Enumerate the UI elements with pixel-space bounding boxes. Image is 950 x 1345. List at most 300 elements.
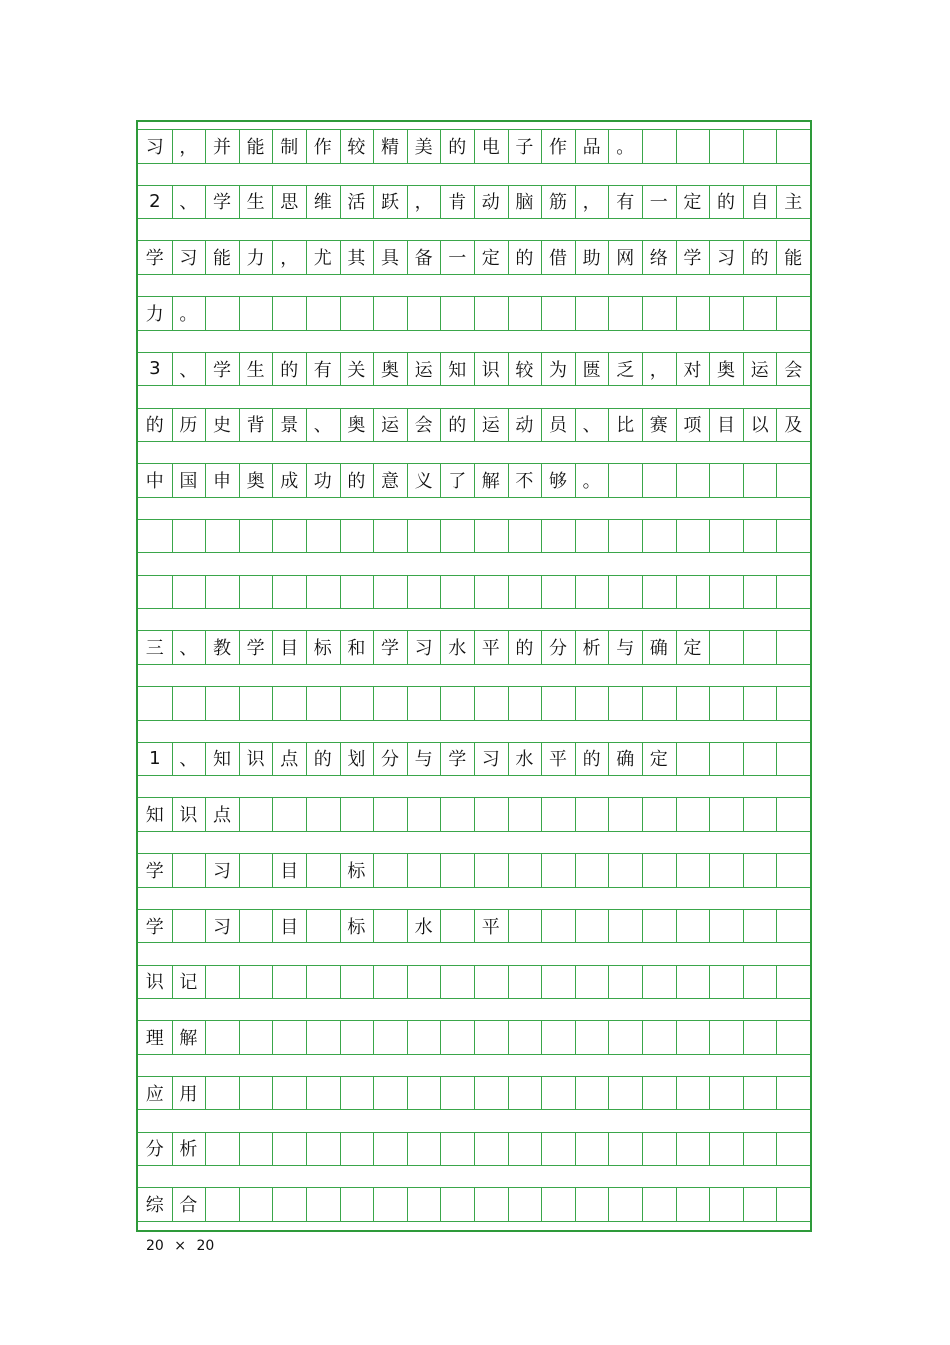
grid-cell	[407, 296, 441, 330]
grid-cell	[407, 575, 441, 609]
grid-cell: 、	[179, 749, 198, 771]
grid-cell: 标	[347, 860, 366, 882]
manuscript-grid-sheet	[136, 120, 812, 1232]
grid-cell: 分	[145, 1139, 164, 1161]
grid-cell: 的	[750, 248, 769, 270]
grid-cell: 3	[149, 358, 161, 380]
grid-cell	[709, 853, 743, 887]
grid-cell: 作	[548, 136, 567, 158]
grid-cell	[440, 853, 474, 887]
grid-cell: 功	[313, 470, 332, 492]
grid-cell: 作	[313, 136, 332, 158]
grid-cell	[440, 797, 474, 831]
grid-cell	[508, 575, 542, 609]
grid-cell	[373, 519, 407, 553]
grid-cell	[239, 686, 273, 720]
grid-cell	[138, 686, 172, 720]
grid-cell	[709, 463, 743, 497]
grid-cell: 动	[515, 415, 534, 437]
grid-cell: 运	[750, 359, 769, 381]
grid-cell	[541, 296, 575, 330]
grid-cell	[743, 797, 777, 831]
grid-line	[138, 998, 810, 999]
grid-cell	[709, 129, 743, 163]
grid-cell	[776, 630, 810, 664]
grid-cell	[743, 296, 777, 330]
grid-cell: 划	[347, 749, 366, 771]
grid-cell: 对	[683, 359, 702, 381]
grid-cell: 和	[347, 638, 366, 660]
grid-cell	[373, 296, 407, 330]
grid-cell: 学	[212, 192, 231, 214]
grid-cell	[676, 853, 710, 887]
grid-cell: 、	[179, 359, 198, 381]
grid-cell	[575, 909, 609, 943]
grid-cell: 较	[347, 136, 366, 158]
grid-cell: 理	[145, 1027, 164, 1049]
grid-cell: 学	[212, 359, 231, 381]
grid-cell: 三	[145, 638, 164, 660]
grid-cell: 关	[347, 359, 366, 381]
grid-cell: 点	[212, 805, 231, 827]
grid-cell	[138, 575, 172, 609]
grid-cell	[541, 1187, 575, 1221]
grid-cell: 其	[347, 248, 366, 270]
grid-cell: 生	[246, 359, 265, 381]
grid-cell	[743, 965, 777, 999]
grid-cell	[776, 1020, 810, 1054]
grid-cell: 电	[481, 136, 500, 158]
grid-cell	[272, 1132, 306, 1166]
grid-cell	[608, 909, 642, 943]
grid-cell	[743, 630, 777, 664]
grid-cell	[239, 965, 273, 999]
grid-cell: 品	[582, 136, 601, 158]
grid-cell	[709, 909, 743, 943]
grid-cell	[776, 797, 810, 831]
grid-cell	[743, 853, 777, 887]
grid-cell	[642, 1132, 676, 1166]
grid-cell: 制	[280, 136, 299, 158]
grid-cell	[776, 296, 810, 330]
grid-cell	[272, 965, 306, 999]
grid-cell	[642, 296, 676, 330]
grid-cell	[776, 686, 810, 720]
grid-cell	[508, 686, 542, 720]
grid-cell: 申	[212, 470, 231, 492]
grid-line	[138, 441, 810, 442]
grid-cell	[642, 129, 676, 163]
grid-cell	[474, 519, 508, 553]
grid-cell: 活	[347, 192, 366, 214]
grid-cell: 。	[179, 303, 198, 325]
grid-cell	[407, 1020, 441, 1054]
grid-cell	[642, 797, 676, 831]
grid-cell: 定	[683, 192, 702, 214]
grid-line	[138, 163, 810, 164]
grid-line	[138, 218, 810, 219]
grid-cell	[508, 1076, 542, 1110]
grid-cell	[474, 853, 508, 887]
grid-cell	[608, 686, 642, 720]
grid-cell	[776, 575, 810, 609]
grid-cell: 及	[784, 415, 803, 437]
grid-cell: 学	[448, 749, 467, 771]
grid-cell: 乏	[616, 359, 635, 381]
grid-cell: 识	[246, 749, 265, 771]
grid-cell	[776, 1076, 810, 1110]
grid-cell: 学	[145, 916, 164, 938]
grid-cell	[205, 1020, 239, 1054]
grid-cell: 知	[212, 749, 231, 771]
grid-cell	[407, 519, 441, 553]
grid-cell: 义	[414, 470, 433, 492]
grid-cell	[608, 853, 642, 887]
grid-line	[138, 552, 810, 553]
grid-cell: 国	[179, 470, 198, 492]
grid-cell	[474, 1076, 508, 1110]
grid-cell	[709, 1132, 743, 1166]
grid-cell	[676, 575, 710, 609]
grid-cell: 脑	[515, 192, 534, 214]
grid-cell	[676, 129, 710, 163]
grid-cell	[239, 1132, 273, 1166]
grid-cell	[373, 965, 407, 999]
grid-cell: 1	[149, 747, 161, 769]
grid-line	[138, 497, 810, 498]
grid-cell	[676, 909, 710, 943]
grid-cell	[709, 630, 743, 664]
grid-cell: 的	[515, 638, 534, 660]
grid-cell: 筋	[548, 192, 567, 214]
grid-cell	[440, 686, 474, 720]
grid-cell	[743, 1187, 777, 1221]
grid-cell	[306, 797, 340, 831]
grid-cell: 络	[649, 248, 668, 270]
grid-cell: 运	[481, 415, 500, 437]
grid-cell	[239, 575, 273, 609]
grid-cell	[474, 965, 508, 999]
grid-cell	[508, 1020, 542, 1054]
grid-cell	[239, 797, 273, 831]
grid-cell	[575, 1132, 609, 1166]
grid-cell	[373, 797, 407, 831]
grid-cell	[541, 853, 575, 887]
grid-cell: 综	[145, 1195, 164, 1217]
grid-cell	[205, 519, 239, 553]
grid-cell: 力	[145, 303, 164, 325]
grid-cell	[541, 1132, 575, 1166]
grid-cell	[709, 965, 743, 999]
grid-cell: 的	[145, 415, 164, 437]
grid-cell: 习	[212, 860, 231, 882]
grid-line	[138, 1165, 810, 1166]
grid-cell	[709, 1187, 743, 1221]
grid-cell: 标	[313, 638, 332, 660]
grid-cell: 奥	[380, 359, 399, 381]
grid-cell	[407, 965, 441, 999]
grid-cell	[575, 1020, 609, 1054]
grid-size-label	[146, 1238, 214, 1254]
grid-cell	[776, 519, 810, 553]
grid-cell	[575, 1187, 609, 1221]
grid-cell	[709, 296, 743, 330]
grid-cell	[743, 1076, 777, 1110]
grid-cell	[272, 686, 306, 720]
grid-cell	[709, 742, 743, 776]
grid-cell	[407, 797, 441, 831]
grid-cell: 员	[548, 415, 567, 437]
grid-cell: 奥	[716, 359, 735, 381]
grid-cell: 够	[548, 470, 567, 492]
grid-cell: 思	[280, 192, 299, 214]
grid-cell: 尤	[313, 248, 332, 270]
grid-cell: 以	[750, 415, 769, 437]
grid-cell: 平	[481, 638, 500, 660]
grid-cell	[407, 853, 441, 887]
grid-line	[138, 775, 810, 776]
grid-cell	[340, 686, 374, 720]
grid-cell	[642, 1020, 676, 1054]
grid-cell	[608, 1187, 642, 1221]
grid-cell	[172, 686, 206, 720]
grid-line	[138, 330, 810, 331]
grid-cell: 的	[313, 749, 332, 771]
grid-cell	[205, 1076, 239, 1110]
grid-cell	[373, 1187, 407, 1221]
grid-cell	[239, 1020, 273, 1054]
grid-cell: 背	[246, 415, 265, 437]
grid-cell	[642, 909, 676, 943]
grid-cell	[272, 519, 306, 553]
grid-cell: 习	[212, 916, 231, 938]
grid-cell	[541, 965, 575, 999]
grid-cell: 的	[448, 415, 467, 437]
grid-cell: 有	[616, 192, 635, 214]
grid-cell	[608, 965, 642, 999]
grid-cell: 知	[448, 359, 467, 381]
grid-cell	[407, 1187, 441, 1221]
grid-cell	[743, 519, 777, 553]
grid-cell: 运	[414, 359, 433, 381]
grid-cell: 历	[179, 415, 198, 437]
grid-cell	[608, 1076, 642, 1110]
grid-cell	[272, 1076, 306, 1110]
grid-cell: 备	[414, 248, 433, 270]
grid-cell	[340, 797, 374, 831]
grid-cell	[642, 575, 676, 609]
grid-cell: 为	[548, 359, 567, 381]
grid-cell	[541, 1020, 575, 1054]
grid-cell	[172, 909, 206, 943]
grid-cell: 定	[649, 749, 668, 771]
grid-cell	[239, 909, 273, 943]
grid-cell	[642, 686, 676, 720]
grid-cell	[474, 1187, 508, 1221]
grid-cell	[676, 519, 710, 553]
grid-cell	[407, 1076, 441, 1110]
grid-cell: 知	[145, 805, 164, 827]
grid-cell: 习	[179, 248, 198, 270]
grid-cell: 习	[481, 749, 500, 771]
grid-cell	[575, 965, 609, 999]
grid-cell: 的	[515, 248, 534, 270]
grid-cell: 目	[280, 916, 299, 938]
grid-cell: 、	[179, 192, 198, 214]
grid-cell	[306, 519, 340, 553]
grid-cell	[138, 519, 172, 553]
grid-cell	[205, 686, 239, 720]
grid-cell	[306, 853, 340, 887]
grid-cell: 学	[683, 248, 702, 270]
grid-cell	[508, 519, 542, 553]
grid-cell	[776, 463, 810, 497]
grid-cell: 借	[548, 248, 567, 270]
grid-cell	[340, 1132, 374, 1166]
grid-cell: 学	[145, 860, 164, 882]
grid-cell	[440, 296, 474, 330]
grid-cell	[743, 1020, 777, 1054]
grid-cell	[575, 296, 609, 330]
grid-cell	[239, 1076, 273, 1110]
grid-cell	[709, 575, 743, 609]
grid-columns-count: 20	[146, 1238, 164, 1254]
grid-cell: 奥	[246, 470, 265, 492]
grid-cell	[205, 965, 239, 999]
grid-cell: 动	[481, 192, 500, 214]
grid-cell	[272, 1020, 306, 1054]
grid-cell: 与	[616, 638, 635, 660]
grid-cell	[340, 519, 374, 553]
grid-cell: 解	[179, 1027, 198, 1049]
grid-cell: 肯	[448, 192, 467, 214]
grid-cell	[676, 296, 710, 330]
grid-cell	[239, 519, 273, 553]
grid-cell	[743, 1132, 777, 1166]
grid-cell: 一	[649, 192, 668, 214]
grid-cell: 景	[280, 415, 299, 437]
grid-cell	[776, 853, 810, 887]
grid-cell	[306, 909, 340, 943]
grid-cell: 助	[582, 248, 601, 270]
grid-cell	[743, 686, 777, 720]
grid-cell	[709, 1076, 743, 1110]
grid-cell: 精	[380, 136, 399, 158]
grid-cell: 比	[616, 415, 635, 437]
grid-cell: 习	[414, 638, 433, 660]
grid-cell	[676, 1076, 710, 1110]
grid-cell	[474, 1132, 508, 1166]
grid-line	[138, 385, 810, 386]
grid-cell	[306, 575, 340, 609]
grid-cell	[508, 797, 542, 831]
grid-cell: 学	[380, 638, 399, 660]
grid-cell: 学	[246, 638, 265, 660]
grid-cell	[541, 519, 575, 553]
grid-cell	[541, 797, 575, 831]
grid-cell: 习	[716, 248, 735, 270]
grid-cell: 匮	[582, 359, 601, 381]
grid-cell	[239, 1187, 273, 1221]
grid-cell	[508, 965, 542, 999]
grid-cell	[373, 686, 407, 720]
grid-cell	[776, 742, 810, 776]
grid-cell: 水	[515, 749, 534, 771]
grid-cell: 确	[616, 749, 635, 771]
grid-cell	[676, 742, 710, 776]
grid-cell: 维	[313, 192, 332, 214]
grid-line	[138, 664, 810, 665]
grid-cell	[340, 1076, 374, 1110]
grid-cell: 。	[616, 136, 635, 158]
grid-cell	[776, 1187, 810, 1221]
grid-cell: 与	[414, 749, 433, 771]
grid-cell: 点	[280, 749, 299, 771]
grid-cell: 的	[448, 136, 467, 158]
grid-cell: 识	[481, 359, 500, 381]
grid-cell: 主	[784, 192, 803, 214]
grid-cell	[743, 129, 777, 163]
grid-cell: 一	[448, 248, 467, 270]
grid-cell	[440, 909, 474, 943]
grid-cell	[743, 463, 777, 497]
grid-cell	[642, 1187, 676, 1221]
grid-cell: ，	[280, 248, 299, 270]
grid-cell	[776, 129, 810, 163]
grid-cell	[575, 519, 609, 553]
grid-cell	[340, 296, 374, 330]
grid-cell	[608, 519, 642, 553]
grid-line	[138, 1221, 810, 1222]
grid-cell: 的	[716, 192, 735, 214]
grid-cell: 有	[313, 359, 332, 381]
grid-cell	[306, 1076, 340, 1110]
grid-cell: 分	[380, 749, 399, 771]
grid-cell	[306, 1132, 340, 1166]
grid-cell: 记	[179, 972, 198, 994]
grid-cell	[541, 686, 575, 720]
grid-cell: 分	[548, 638, 567, 660]
grid-line	[138, 608, 810, 609]
grid-cell: 析	[179, 1139, 198, 1161]
grid-cell	[272, 797, 306, 831]
grid-cell	[272, 1187, 306, 1221]
grid-cell	[440, 1187, 474, 1221]
grid-cell	[474, 797, 508, 831]
grid-cell	[373, 1020, 407, 1054]
grid-cell	[508, 1132, 542, 1166]
grid-cell	[743, 575, 777, 609]
grid-cell	[474, 686, 508, 720]
grid-cell	[676, 1132, 710, 1166]
grid-cell	[541, 575, 575, 609]
grid-cell	[440, 1076, 474, 1110]
grid-line	[138, 831, 810, 832]
grid-cell	[709, 686, 743, 720]
grid-rows-count: 20	[196, 1238, 215, 1254]
grid-cell: 析	[582, 638, 601, 660]
grid-cell	[340, 1187, 374, 1221]
grid-cell	[373, 1132, 407, 1166]
grid-cell: ，	[179, 136, 198, 158]
grid-line	[138, 720, 810, 721]
grid-cell	[608, 797, 642, 831]
grid-cell	[676, 965, 710, 999]
grid-cell	[642, 1076, 676, 1110]
grid-cell	[440, 519, 474, 553]
grid-cell	[676, 686, 710, 720]
grid-cell	[340, 965, 374, 999]
